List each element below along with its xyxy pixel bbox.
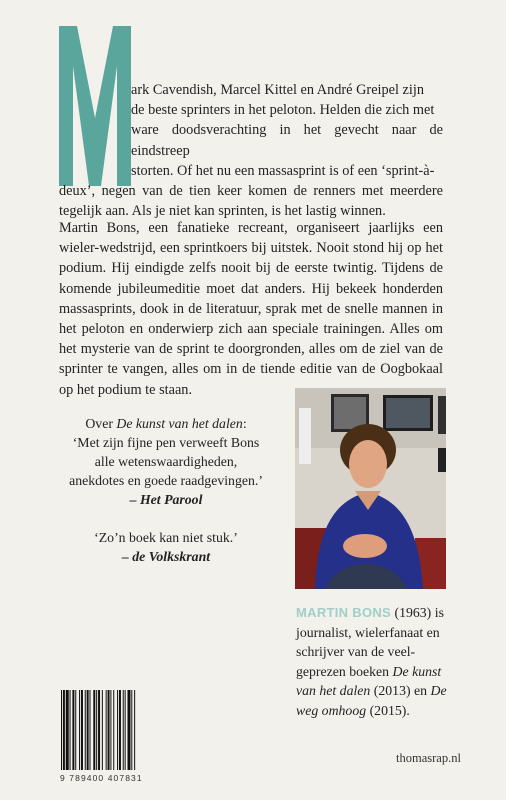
barcode-bar [117,690,118,770]
barcode-bar [75,690,76,770]
barcode-bar [110,690,111,770]
barcode-bar [93,690,95,770]
barcode-bar [113,690,114,770]
quote-1-book-title: De kunst van het dalen [116,416,243,431]
quote-1-source: – Het Parool [129,492,203,507]
barcode-bar [90,690,91,770]
barcode-bar [85,690,86,770]
barcode-bar [70,690,71,770]
quote-1-text: ‘Met zijn fijne pen verweeft Bons alle wetenswaardigheden, anekdotes en goede raadgevingen.’ [69,435,263,488]
author-bio: MARTIN BONS (1963) is journalist, wielerfanaat en schrijver van de veel-geprezen boeken De kunst van het dalen (2013) en De weg omhoog (2015). [296,605,447,718]
barcode-bar [81,690,83,770]
author-birth-year: (1963) [394,605,432,620]
intro-rest: deux’, negen van de tien keer komen de renners met meerdere tegelijk aan. Als je niet kan sprinten, is het lastig winnen. [59,183,443,220]
book-title-1: De kunst van het dalen [296,663,442,698]
intro-line: de beste sprinters in het peloton. Helden die zich met [131,102,435,119]
intro-line: ware doodsverachting in het gevecht naar de eindstreep [131,122,443,159]
barcode [61,690,155,770]
barcode-bar [102,690,103,770]
second-paragraph: Martin Bons, een fanatieke recreant, organiseert jaarlijks een wieler-wedstrijd, een sprintkoers bij uitstek. Nooit stond hij op het podium. Hij eindigde zelfs nooit bij de eerste twintig. Tijdens de komende jubileumeditie moet dat anders. Hij bekeek honderden massasprints, dook in de literatuur, sprak met de snelle mannen in het peloton en onderwierp zich aan speciale trainingen. Alles om het mysterie van de sprint te doorgronden, alles om de ziel van de sprinter te vangen, alles om in de tiende editie van de Oogbokaal op het podium te staan. [59,220,443,398]
barcode-bar [98,690,100,770]
barcode-bar [128,690,131,770]
barcode-bar [106,690,107,770]
barcode-bar [108,690,110,770]
barcode-bar [123,690,124,770]
barcode-bar [96,690,97,770]
quote-2-source: – de Volkskrant [121,549,211,564]
intro-line: ark Cavendish, Marcel Kittel en André Greipel zijn [131,82,424,98]
author-photo [295,388,446,589]
barcode-bar [72,690,74,770]
barcode-bar [63,690,65,770]
quote-1-header: Over De kunst van het dalen: [85,416,247,431]
barcode-bar [61,690,62,770]
quote-2-text: ‘Zo’n boek kan niet stuk.’ [94,530,238,545]
publisher-url: thomasrap.nl [396,751,461,765]
barcode-bar [87,690,89,770]
author-name: MARTIN BONS [296,605,392,620]
barcode-bar [79,690,80,770]
barcode-bar [125,690,126,770]
intro-paragraph [59,80,443,221]
book-title-2: De weg omhoog [296,683,447,718]
barcode-bar [134,690,135,770]
intro-line: storten. Of het nu een massasprint is of een ‘sprint-à- [131,162,435,179]
isbn-number: 9 789400 407831 [60,773,143,783]
barcode-bar [66,690,69,770]
barcode-bar [131,690,132,770]
barcode-bar [119,690,121,770]
review-quotes [68,414,264,566]
